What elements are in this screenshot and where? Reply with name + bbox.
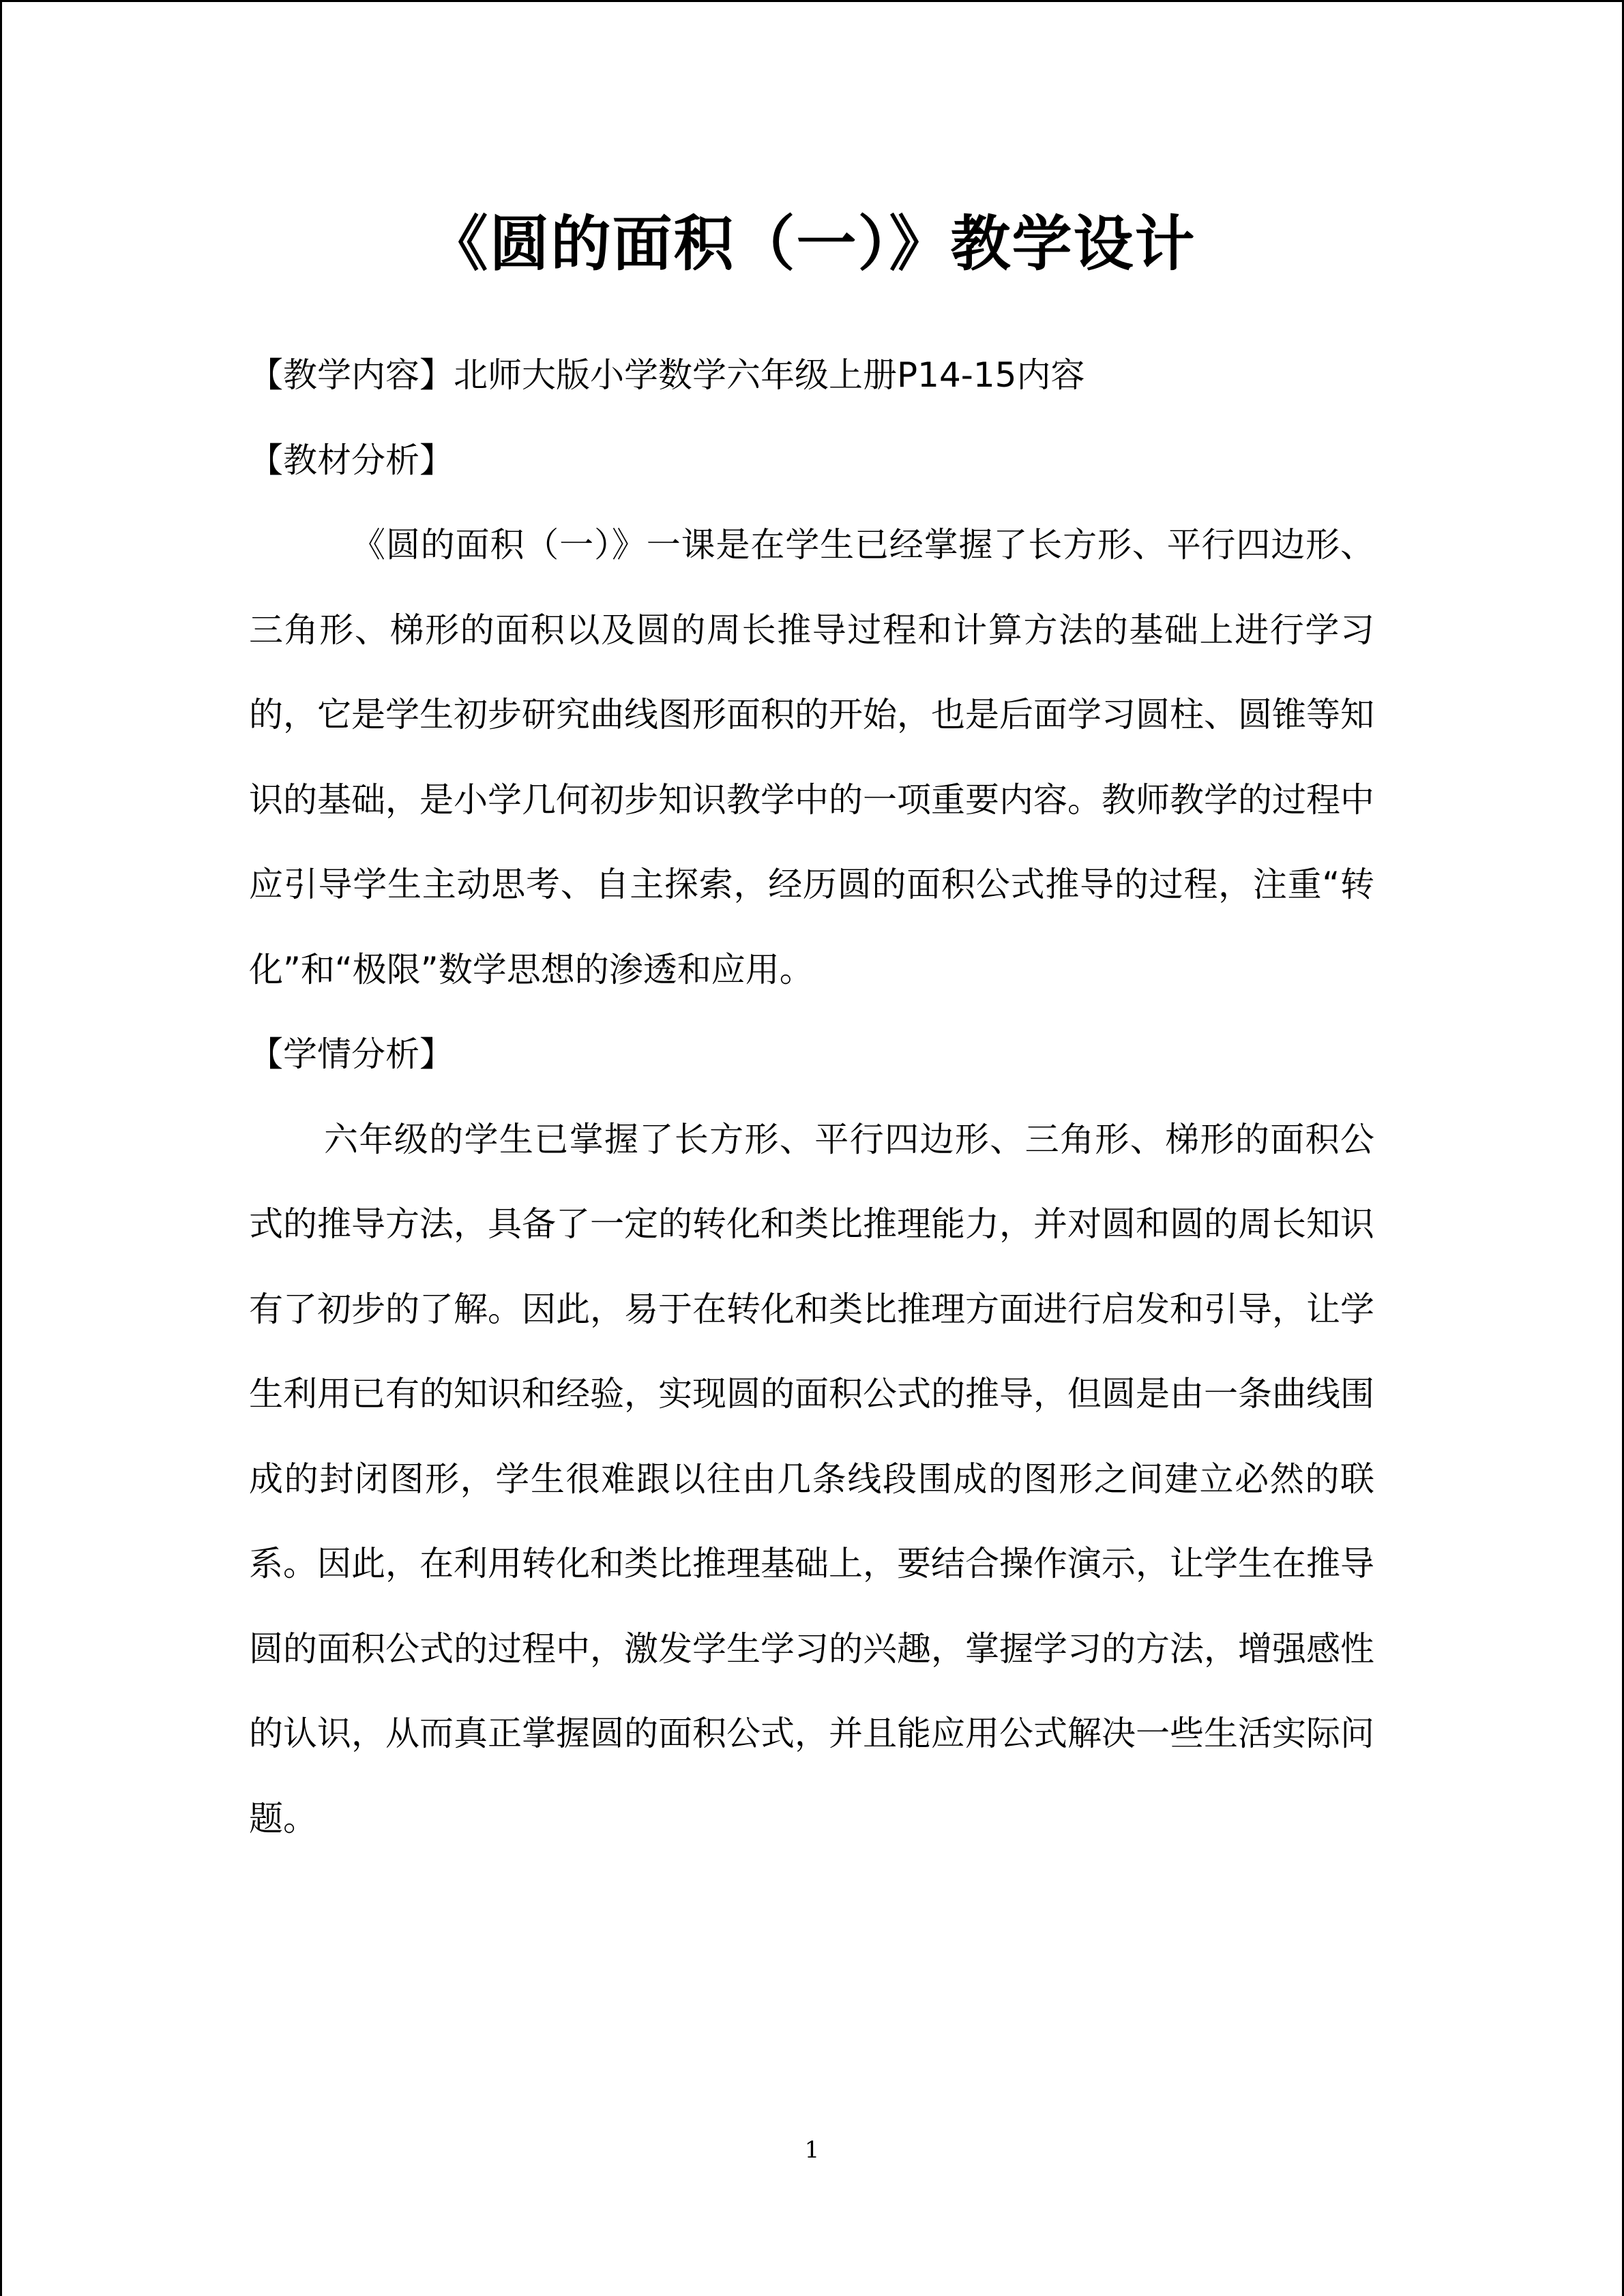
student-analysis-paragraph: 六年级的学生已掌握了长方形、平行四边形、三角形、梯形的面积公式的推导方法，具备了一定的转化和类比推理能力，并对圆和圆的周长知识有了初步的了解。因此，易于在转化和类比推理方面进行启发和引导，让学生利用已有的知识和经验，实现圆的面积公式的推导，但圆是由一条曲线围成的封闭图形，学生很难跟以往由几条线段围成的图形之间建立必然的联系。因此，在利用转化和类比推理基础上，要结合操作演示，让学生在推导圆的面积公式的过程中，激发学生学习的兴趣，掌握学习的方法，增强感性的认识，从而真正掌握圆的面积公式，并且能应用公式解决一些生活实际问题。 (249, 1119, 1374, 1838)
material-analysis-heading: 【教材分析】 (249, 440, 454, 480)
teaching-content-label: 【教学内容】 (249, 355, 454, 395)
document-body (249, 333, 1374, 1861)
teaching-content-text: 北师大版小学数学六年级上册P14-15内容 (454, 355, 1085, 395)
document-title: 《圆的面积（一）》教学设计 (428, 209, 1196, 279)
teaching-content-line (249, 333, 1374, 418)
student-analysis-heading: 【学情分析】 (249, 1034, 454, 1074)
material-analysis-paragraph: 《圆的面积（一）》一课是在学生已经掌握了长方形、平行四边形、三角形、梯形的面积以及圆的周长推导过程和计算方法的基础上进行学习的，它是学生初步研究曲线图形面积的开始，也是后面学习圆柱、圆锥等知识的基础，是小学几何初步知识教学中的一项重要内容。教师教学的过程中应引导学生主动思考、自主探索，经历圆的面积公式推导的过程，注重“转化”和“极限”数学思想的渗透和应用。 (249, 525, 1374, 989)
page-number: 1 (804, 2136, 820, 2164)
